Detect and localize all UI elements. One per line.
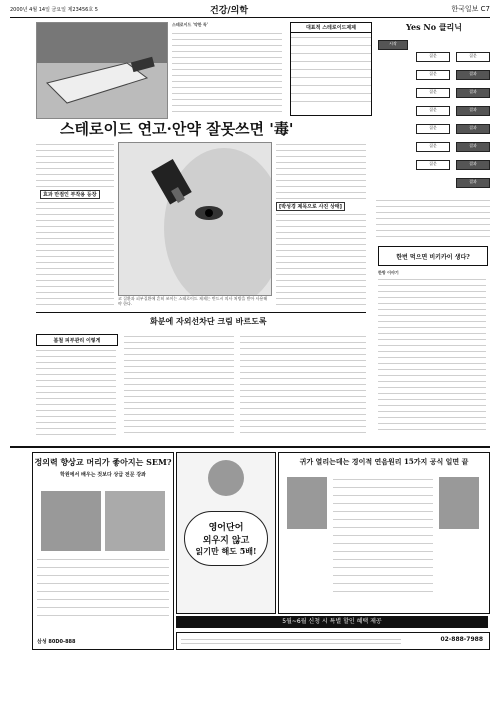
ad-left-footer: 삼성 80D0-888 xyxy=(37,639,76,645)
secondary-col-3 xyxy=(240,334,366,440)
flow-node-7: 결과 xyxy=(456,88,490,98)
page-header xyxy=(10,3,490,15)
main-col-3 xyxy=(276,142,366,310)
box-title-wrap xyxy=(36,334,118,346)
ad-center-bubble xyxy=(184,511,268,566)
ad-left-sub: 학원에서 배우는 것보다 상급 전문 강좌 xyxy=(60,472,146,478)
ad-center-line-1: 영어단어 xyxy=(208,523,244,533)
yes-no-clinic xyxy=(376,22,490,242)
eye-drop-illustration xyxy=(119,143,271,295)
ad-center-line-3: 읽기만 해도 5배! xyxy=(195,546,257,556)
header-rule xyxy=(10,17,490,18)
ointment-photo xyxy=(36,22,168,119)
flow-node-9: 결과 xyxy=(456,106,490,116)
flow-node-8: 질문 xyxy=(416,106,450,116)
ad-center-line-2: 외우지 않고 xyxy=(202,536,250,546)
box-title: 봄철 피부관리 이렇게 xyxy=(53,338,101,344)
secondary-col-2 xyxy=(124,334,234,440)
flow-node-16: 결과 xyxy=(456,178,490,188)
secondary-col-1 xyxy=(36,348,116,440)
photo-caption: 코 질환과 피부질환에 흔히 쓰이는 스테로이드 제제는 반드시 의사 처방을 받아 사용해야 한다. xyxy=(118,296,268,307)
ad-left xyxy=(32,452,174,650)
section-title: 건강/의학 xyxy=(210,6,249,16)
sidebar-text xyxy=(378,270,486,440)
ad-left-title: 정의력 향상교 머리가 좋아지는 SEM? xyxy=(34,457,172,467)
table-body xyxy=(291,33,371,113)
ad-right xyxy=(278,452,490,614)
secondary-headline: 화분에 자외선차단 크림 바르도록 xyxy=(150,316,267,326)
flow-node-3: 질문 xyxy=(456,52,490,62)
flow-node-2: 질문 xyxy=(416,52,450,62)
intro-heading: 스테로이드 '약한 독' xyxy=(172,22,209,27)
flow-node-5: 결과 xyxy=(456,70,490,80)
ads-divider xyxy=(10,446,490,448)
ad-center-portrait xyxy=(177,453,275,503)
flow-node-15: 결과 xyxy=(456,160,490,170)
flow-node-10: 질문 xyxy=(416,124,450,134)
ad-right-text xyxy=(333,477,433,601)
flow-node-14: 질문 xyxy=(416,160,450,170)
steroid-table xyxy=(290,22,372,116)
mid-rule xyxy=(36,312,366,313)
paper-name: 한국일보 C7 xyxy=(451,5,490,13)
clinic-notes xyxy=(376,198,490,242)
flow-node-11: 결과 xyxy=(456,124,490,134)
subhead-1: 효과 만점인 부작용 등장 xyxy=(40,190,100,199)
flow-node-13: 결과 xyxy=(456,142,490,152)
ad-right-photo-2 xyxy=(439,477,479,529)
flow-node-4: 질문 xyxy=(416,70,450,80)
flow-node-12: 질문 xyxy=(416,142,450,152)
table-title: 대표적 스테로이드제제 xyxy=(291,23,371,33)
flow-node-6: 질문 xyxy=(416,88,450,98)
intro-column xyxy=(172,22,282,117)
clinic-logo: Yes No 클리닉 xyxy=(406,22,463,32)
ad-left-photo xyxy=(41,491,101,551)
ad-right-title: 귀가 열리는데는 경이적 연음원리 15가지 공식 일면 끝 xyxy=(299,457,469,466)
eye-drop-photo xyxy=(118,142,272,296)
ad-left-text xyxy=(37,557,169,627)
sidebar-byline: 한방 이야기 xyxy=(378,270,399,275)
ointment-illustration xyxy=(37,23,167,118)
main-headline: 스테로이드 연고·안약 잘못쓰면 '毒' xyxy=(60,120,294,138)
sidebar-title: 한번 먹으면 비키카이 생다? xyxy=(396,254,470,261)
ad-bottom-text xyxy=(181,637,401,645)
subhead-2: [박성경 제목으로 사진 상태] xyxy=(276,202,345,211)
ad-banner: 5월~6월 신청 시 특별 할인 혜택 제공 xyxy=(176,616,488,628)
ad-right-photo-1 xyxy=(287,477,327,529)
date-line: 2000년 4월 14일 금요일 제23456호 5 xyxy=(10,7,98,13)
ad-bottom xyxy=(176,632,490,650)
ad-center xyxy=(176,452,276,614)
sidebar-title-box xyxy=(378,246,488,266)
ad-left-photo-2 xyxy=(105,491,165,551)
intro-text xyxy=(172,29,282,117)
ad-right-phone: 02-888-7988 xyxy=(440,636,483,643)
main-col-1 xyxy=(36,142,114,310)
flow-node-start: 시작 xyxy=(378,40,408,50)
